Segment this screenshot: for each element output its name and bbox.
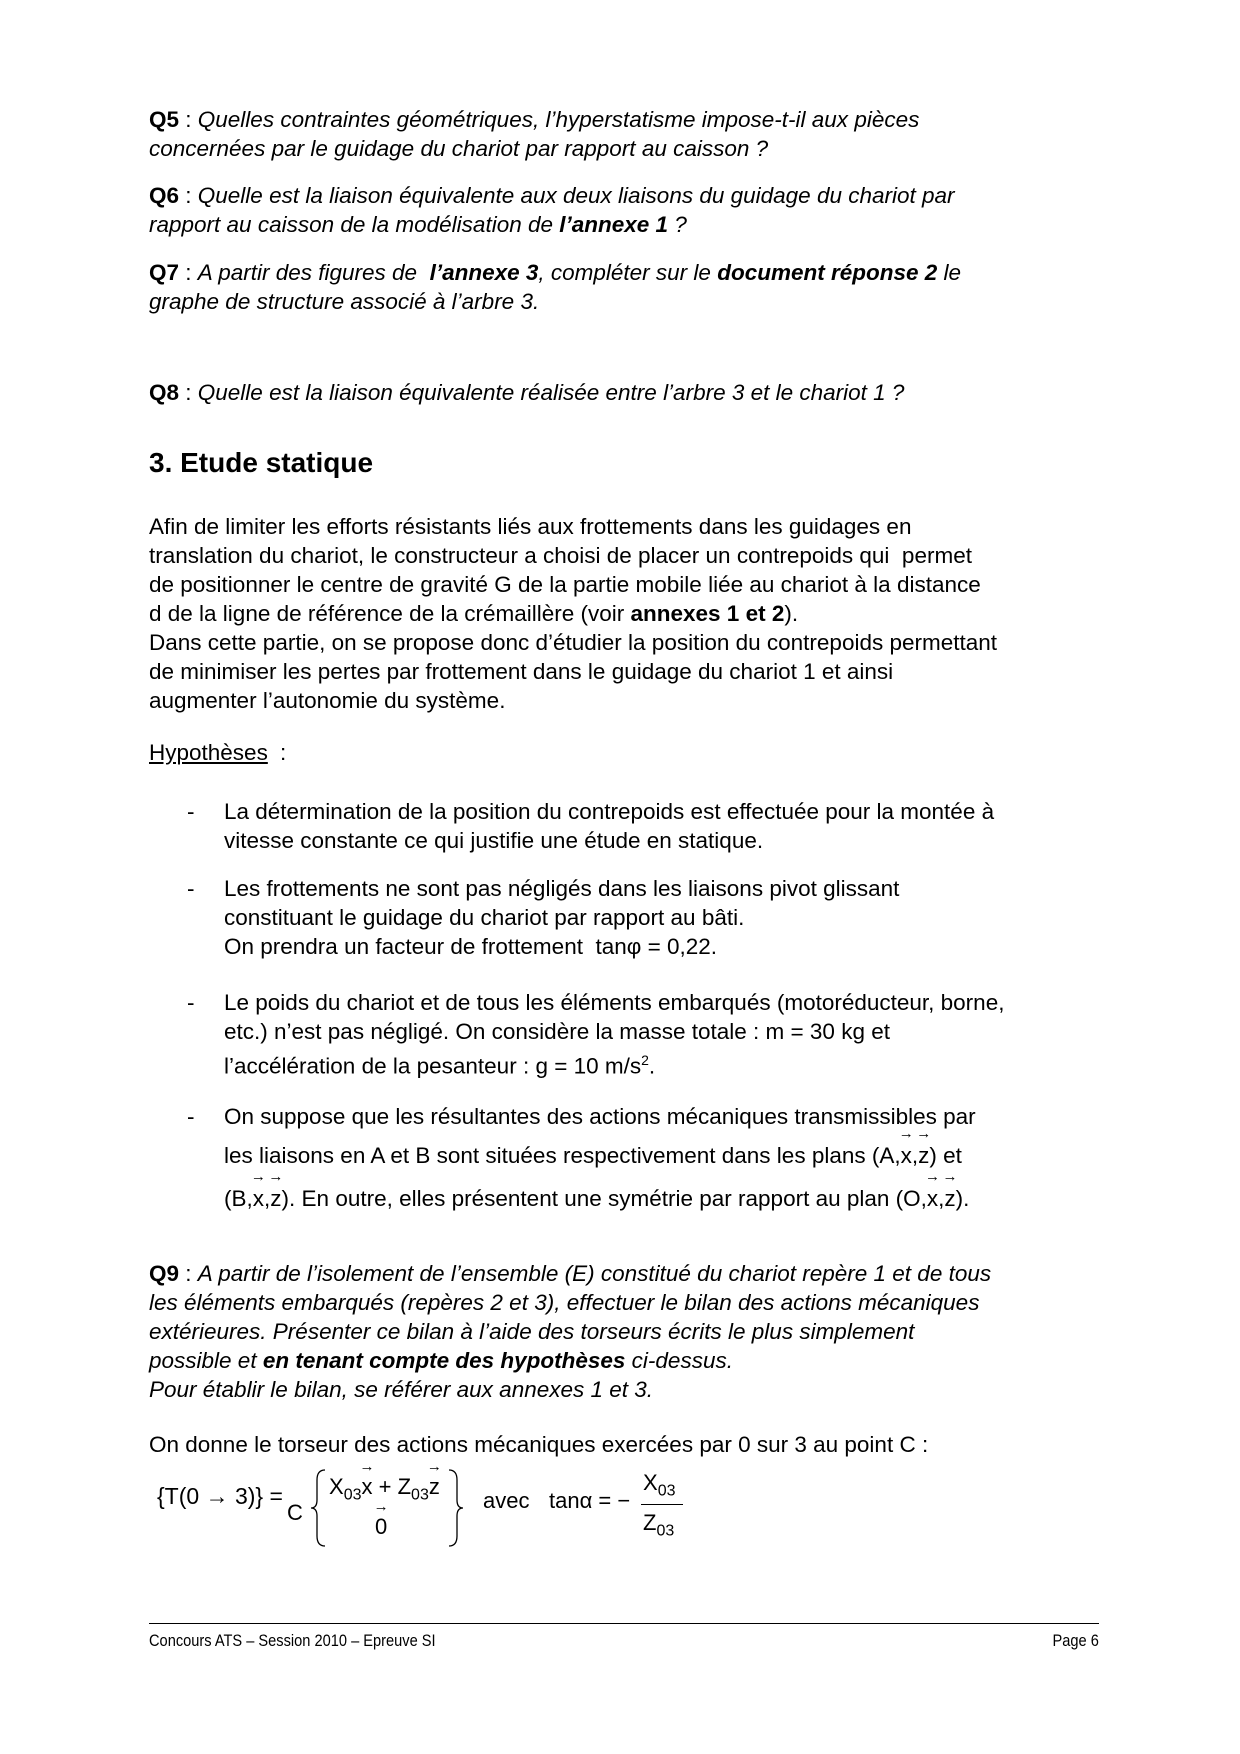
section-title: 3. Etude statique — [149, 447, 374, 478]
question-q9: Q9 : A partir de l’isolement de l’ensemble (E) constitué du chariot repère 1 et de tous les éléments embarqués (repères 2 et 3), effectuer le bilan des actions mécaniques extérieures. Présenter ce bilan à l’aide des torseurs écrits le plus simplement possible et en tenant compte des hypothèses ci-dessus. Pour établir le bilan, se référer aux annexes 1 et 3. — [149, 1261, 992, 1402]
q9-label: Q9 — [149, 1261, 180, 1286]
question-q8: Q8 : Quelle est la liaison équivalente réalisée entre l’arbre 3 et le chariot 1 ? — [149, 380, 905, 405]
torsor-moment: → 0 — [375, 1514, 387, 1540]
vector-x-icon: → x — [901, 1141, 912, 1170]
vector-z-icon: → z — [918, 1141, 929, 1170]
footer-left: Concours ATS – Session 2010 – Epreuve SI — [149, 1631, 436, 1650]
question-q6: Q6 : Quelle est la liaison équivalente aux deux liaisons du guidage du chariot par rapport au caisson de la modélisation de l’annexe 1 ? — [149, 183, 955, 237]
footer-page-number: Page 6 — [1052, 1631, 1099, 1650]
formula-avec: avec — [483, 1488, 530, 1513]
vector-x-icon: → x — [253, 1184, 264, 1213]
q5-label: Q5 — [149, 107, 180, 132]
formula-tan-alpha: tanα = − — [549, 1488, 631, 1513]
fraction-denominator: $Z_{03}$ — [643, 1510, 675, 1540]
fraction-bar — [641, 1504, 683, 1505]
footer-rule — [149, 1623, 1099, 1624]
q6-label: Q6 — [149, 183, 180, 208]
torsor-lhs: {T(0 → 3)} = — [157, 1483, 283, 1509]
torsor-point: C — [287, 1500, 303, 1525]
q5-text-line2: concernées par le guidage du chariot par rapport au caisson ? — [149, 136, 769, 161]
q7-label: Q7 — [149, 260, 180, 285]
q8-label: Q8 — [149, 380, 180, 405]
torsor-resultant: $X_{03}\to x + Z_{03}\to z$ — [329, 1474, 440, 1504]
fraction-numerator: $X_{03}$ — [643, 1470, 676, 1500]
vector-z-icon: → z — [429, 1474, 440, 1500]
vector-z-icon: → z — [944, 1184, 955, 1213]
q5-text-line1: Quelles contraintes géométriques, l’hyperstatisme impose-t-il aux pièces — [197, 107, 920, 132]
plane-b: (B,→ x,→ z) — [224, 1186, 289, 1211]
question-q5: Q5 : Quelles contraintes géométriques, l’hyperstatisme impose-t-il aux pièces concernées par le guidage du chariot par rapport au caisson ? — [149, 107, 920, 161]
left-brace-icon — [309, 1468, 329, 1548]
plane-o: (O,→ x,→ z) — [896, 1186, 964, 1211]
vector-x-icon: → x — [361, 1474, 372, 1500]
vector-x-icon: → x — [927, 1184, 938, 1213]
hypotheses-heading: Hypothèses — [149, 740, 268, 765]
plane-a: (A,→ x,→ z) — [872, 1143, 937, 1168]
right-brace-icon — [445, 1468, 465, 1548]
given-text: On donne le torseur des actions mécaniques exercées par 0 sur 3 au point C : — [149, 1432, 929, 1457]
torsor-formula — [149, 1468, 849, 1548]
question-q7: Q7 : A partir des figures de l’annexe 3, compléter sur le document réponse 2 le graphe de structure associé à l’arbre 3. — [149, 260, 962, 314]
vector-z-icon: → z — [270, 1184, 281, 1213]
intro-paragraph: Afin de limiter les efforts résistants liés aux frottements dans les guidages en translation du chariot, le constructeur a choisi de placer un contrepoids qui permet de positionner le centre de gravité G de la partie mobile liée au chariot à la distance d de la ligne de référence de la crémaillère (voir annexes 1 et 2). Dans cette partie, on se propose donc d’étudier la position du contrepoids permettant de minimiser les pertes par frottement dans le guidage du chariot 1 et ainsi augmenter l’autonomie du système. — [149, 514, 998, 713]
